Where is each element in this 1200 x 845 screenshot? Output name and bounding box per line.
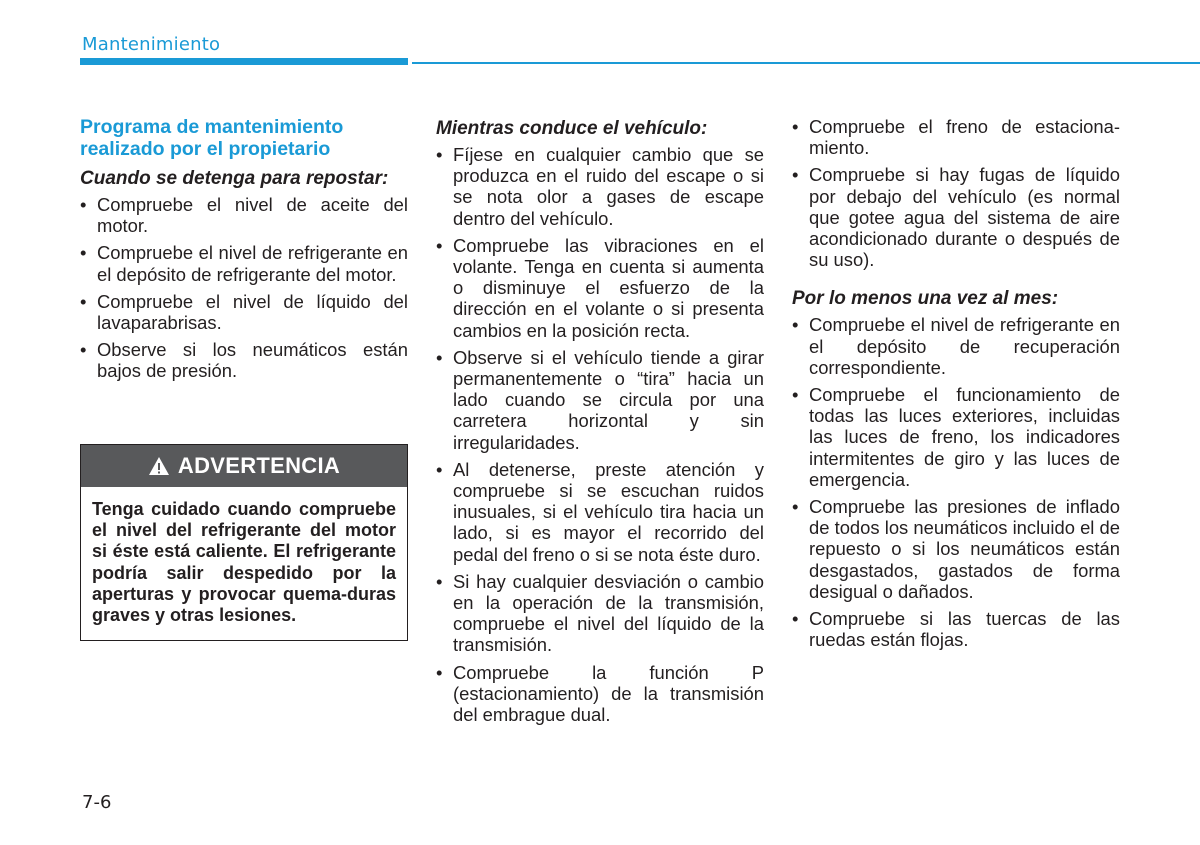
bullet-list-mensual xyxy=(792,314,1120,650)
column-2 xyxy=(436,118,764,731)
warning-box xyxy=(80,444,408,641)
subhead-mensual: Por lo menos una vez al mes: xyxy=(792,288,1059,310)
list-item: • Compruebe el freno de estaciona-miento. xyxy=(792,116,1120,159)
list-item: • Compruebe la función P (estacionamiento) de la transmisión del embrague dual. xyxy=(436,661,764,726)
header-title: Mantenimiento xyxy=(82,34,221,55)
list-item: • Compruebe las presiones de inflado de todos los neumáticos incluido el de repuesto o si los neumáticos están desgastados, gastados de forma desigual o dañados. xyxy=(792,496,1120,602)
list-item: • Observe si el vehículo tiende a girar permanentemente o “tira” hacia un lado cuando se circula por una carretera horizontal y sin irregularidades. xyxy=(436,346,764,453)
column-3 xyxy=(792,116,1120,656)
warning-text: Tenga cuidado cuando compruebe el nivel del refrigerante del motor si éste está caliente. El refrigerante podría salir despedido por la aperturas y provocar quema-duras graves y otras lesiones. xyxy=(92,499,396,626)
header-bar-thick xyxy=(80,58,408,65)
list-item: • Observe si los neumáticos están bajos de presión. xyxy=(80,339,408,382)
list-item: • Compruebe si hay fugas de líquido por debajo del vehículo (es normal que gotee agua del sistema de aire acondicionado durante o después de su uso). xyxy=(792,164,1120,271)
list-item: • Compruebe el nivel de refrigerante en el depósito de recuperación correspondiente. xyxy=(792,314,1120,378)
subhead-repostar: Cuando se detenga para repostar: xyxy=(80,168,389,189)
section-title: Programa de mantenimiento realizado por el propietario xyxy=(80,116,344,160)
warning-triangle-icon xyxy=(148,456,170,476)
list-item: • Compruebe el nivel de aceite del motor. xyxy=(80,194,408,237)
list-item: • Compruebe si las tuercas de las ruedas están flojas. xyxy=(792,608,1120,651)
bullet-list-repostar xyxy=(80,194,408,382)
list-item: • Compruebe el nivel de refrigerante en el depósito de refrigerante del motor. xyxy=(80,242,408,285)
page-number: 7-6 xyxy=(82,792,112,813)
header-bar-thin xyxy=(412,62,1200,64)
list-item: • Fíjese en cualquier cambio que se produzca en el ruido del escape o si se nota olor a gases de escape dentro del vehículo. xyxy=(436,144,764,229)
subhead-conduce: Mientras conduce el vehículo: xyxy=(436,118,708,139)
column-1 xyxy=(80,116,408,388)
list-item: • Al detenerse, preste atención y compruebe si se escuchan ruidos inusuales, si el vehículo tira hacia un lado, si es mayor el recorrido del pedal del freno o si se nota éste duro. xyxy=(436,458,764,565)
bullet-list-continued xyxy=(792,116,1120,270)
bullet-list-conduce xyxy=(436,144,764,725)
warning-header xyxy=(81,445,407,487)
list-item: • Compruebe el nivel de líquido del lavaparabrisas. xyxy=(80,290,408,334)
list-item: • Compruebe las vibraciones en el volante. Tenga en cuenta si aumenta o disminuye el esfuerzo de la dirección en el volante o si presenta cambios en la posición recta. xyxy=(436,234,764,341)
warning-title: ADVERTENCIA xyxy=(177,453,341,478)
list-item: • Si hay cualquier desviación o cambio en la operación de la transmisión, compruebe el nivel del líquido de la transmisión. xyxy=(436,570,764,656)
list-item: • Compruebe el funcionamiento de todas las luces exteriores, incluidas las luces de freno, los indicadores intermitentes de giro y las luces de emergencia. xyxy=(792,384,1120,490)
